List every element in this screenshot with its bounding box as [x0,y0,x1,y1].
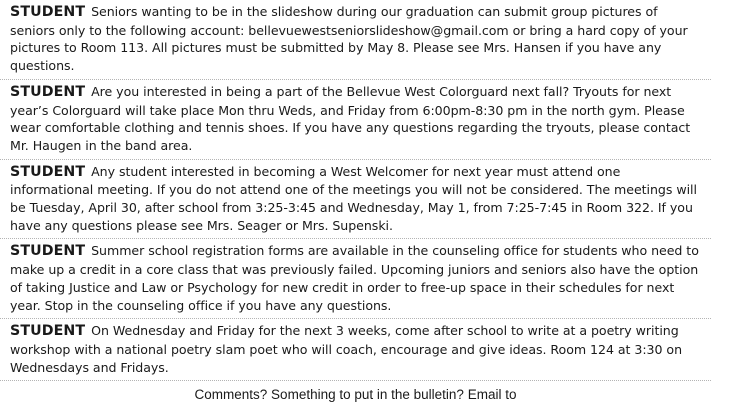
announcement-tag: STUDENT [10,323,86,340]
announcement-item [0,160,711,240]
announcement-item [0,80,711,160]
announcement-body: Summer school registration forms are available in the counseling office for students who need to make up a credit in a core class that was previously failed. Upcoming juniors and seniors also have the option of taking Justice and Law or Psychology for new credit in order to free-up space in their schedules for next year. Stop in the counseling office if you have any questions. [10,243,699,313]
announcement-tag: STUDENT [10,163,86,180]
announcement-body: Seniors wanting to be in the slideshow during our graduation can submit group pictures of seniors only to the following account: bellevuewestseniorslideshow@gmail.com or bring a hard copy of your pictures to Room 113. All pictures must be submitted by May 8. Please see Mrs. Hansen if you have any questions. [10,4,688,74]
announcement-tag: STUDENT [10,83,86,100]
footer-text: Comments? Something to put in the bulletin? Email to [194,387,517,403]
page-right-margin [711,0,732,419]
announcement-body: On Wednesday and Friday for the next 3 weeks, come after school to write at a poetry writing workshop with a national poetry slam poet who will coach, encourage and give ideas. Room 124 at 3:30 on Wednesdays and Fridays. [10,323,682,375]
announcement-body: Any student interested in becoming a West Welcomer for next year must attend one informational meeting. If you do not attend one of the meetings you will not be considered. The meetings will be Tuesday, April 30, after school from 3:25-3:45 and Wednesday, May 1, from 7:25-7:45 in Room 322. If you have any questions please see Mrs. Seager or Mrs. Supenski. [10,163,697,233]
announcement-item [0,319,711,381]
announcement-item [0,239,711,319]
announcement-item [0,0,711,80]
announcement-tag: STUDENT [10,4,86,20]
announcement-tag: STUDENT [10,243,86,260]
announcement-body: Are you interested in being a part of the Bellevue West Colorguard next fall? Tryouts for next year’s Colorguard will take place Mon thru Weds, and Friday from 6:00pm-8:30 pm in the north gym. Please wear comfortable clothing and tennis shoes. If you have any questions regarding the tryouts, please contact Mr. Haugen in the band area. [10,83,691,153]
bulletin-footer [0,381,711,402]
